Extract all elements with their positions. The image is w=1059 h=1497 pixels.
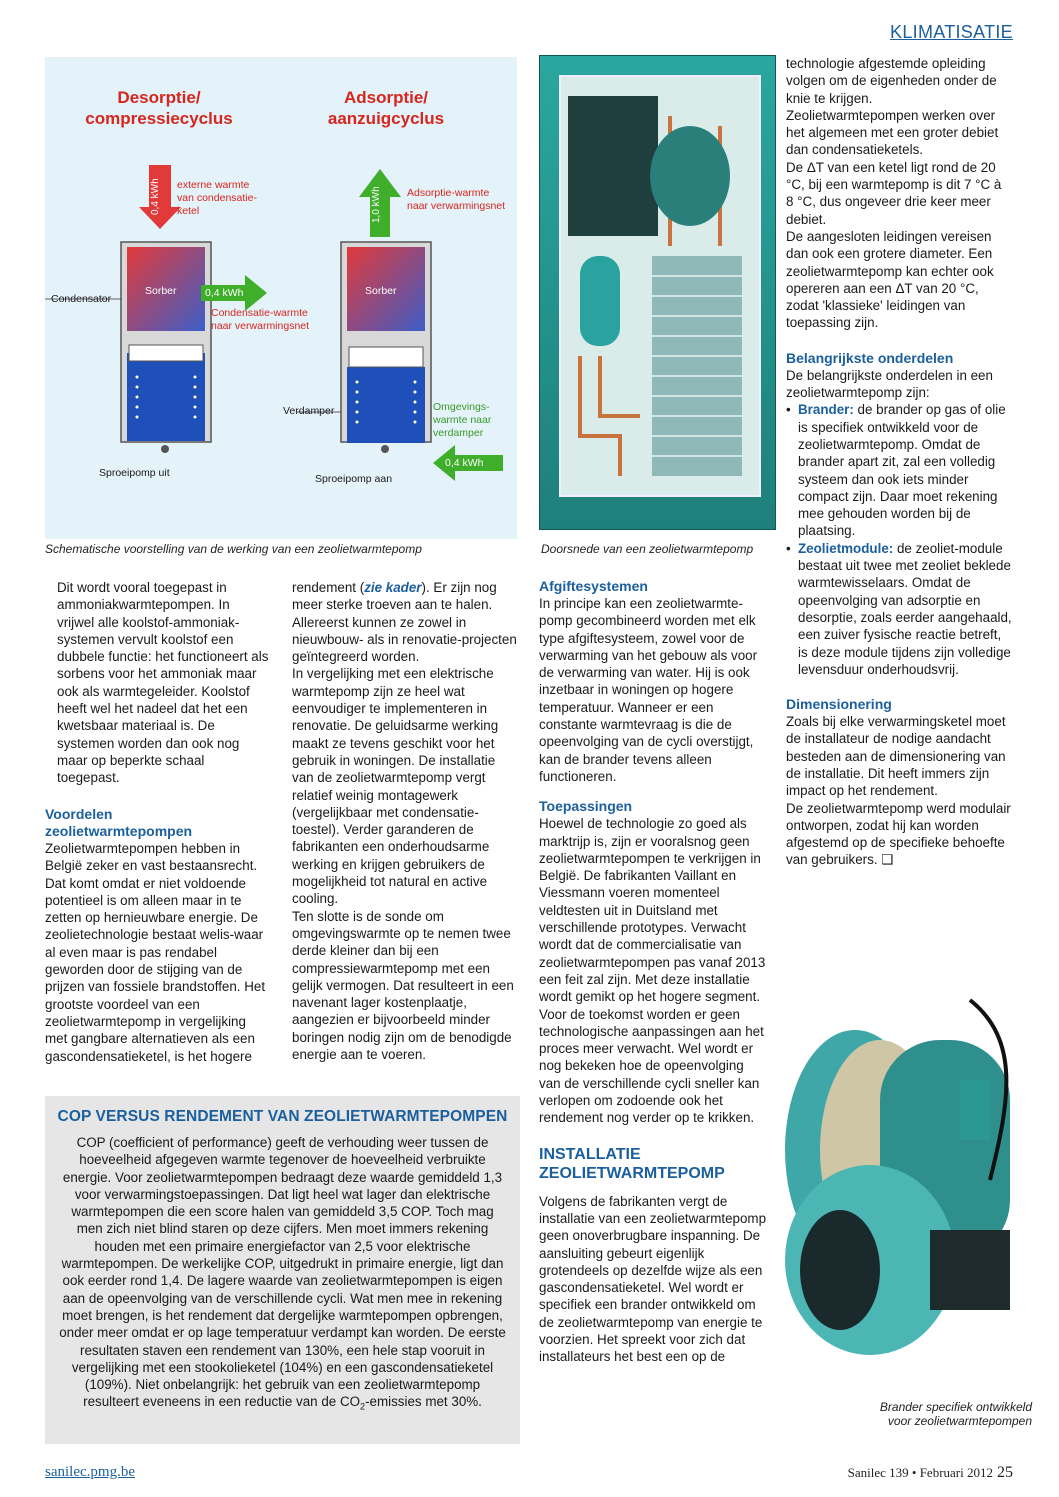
heatpump-cutaway-photo	[539, 55, 776, 530]
right-input-value: 0,4 kWh	[445, 457, 484, 469]
column-3	[539, 578, 767, 1366]
col3-heading-installatie-2: ZEOLIETWARMTEPOMP	[539, 1164, 725, 1182]
column-1-advantages	[45, 806, 269, 1065]
col1-heading-line-1: Voordelen	[45, 806, 113, 822]
cycle-diagram	[45, 57, 517, 539]
bullet-brander-label: Brander:	[798, 402, 854, 418]
left-evaporator	[127, 353, 205, 441]
bullet-zeolietmodule-text: de zeoliet-module bestaat uit twee met zeoliet beklede warmtewisselaars. Omdat de opeenvolging van adsorptie en desorptie, zoals eerder aangehaald, een zuiver fysische reactie betreft, is deze module tijdens zijn volledige levensduur onderhoudsvrij.	[798, 540, 1012, 677]
left-pump-label: Sproeipomp uit	[99, 467, 170, 479]
col2-p1-before: rendement (	[292, 580, 365, 595]
co2-symbol: CO	[339, 1394, 361, 1410]
left-input-label: externe warmte van condensatie-ketel	[177, 179, 257, 217]
burner-illustration	[760, 980, 1040, 1390]
bullet-zeolietmodule	[786, 540, 1012, 678]
right-sorber-label: Sorber	[365, 285, 397, 297]
col4-p1: technologie afgestemde opleiding volgen om de eigenheden onder de knie te krijgen.	[786, 56, 997, 106]
col1-heading-line-2: zeolietwarmtepompen	[45, 823, 193, 839]
right-input-label: Omgevings-warmte naar verdamper	[433, 401, 492, 439]
col2-p1-after: ). Er zijn nog meer sterke troeven aan te halen. Allereerst kunnen ze zowel in nieuwbouw- als in renovatie-projecten geïntegreerd worden.	[292, 580, 517, 665]
bullet-brander	[786, 401, 1012, 539]
page-number: 25	[997, 1464, 1013, 1481]
left-cycle-title	[85, 87, 233, 129]
condensator-label: Condensator	[51, 293, 112, 305]
col4-p3: De ΔT van een ketel ligt rond de 20 °C, bij een warmtepomp is dit 7 °C à 8 °C, dus ongeveer drie keer meer debiet.	[786, 159, 1002, 227]
left-title-line-1: Desorptie/	[117, 88, 201, 107]
col4-p4: De aangesloten leidingen vereisen dan ook een grotere diameter. Een zeolietwarmtepomp kan echter ook opereren aan een ΔT van 20 °C, zodat 'klassieke' leidingen van toepassing zijn.	[786, 228, 994, 331]
right-output-label: Adsorptie-warmte naar verwarmingsnet	[407, 187, 506, 212]
col4-bullets	[786, 401, 1012, 678]
col2-p1	[292, 579, 517, 665]
bullet-zeolietmodule-label: Zeolietmodule:	[798, 540, 894, 556]
col2-p2: In vergelijking met een elektrische warmtepomp zijn ze heel wat eenvoudiger te implementeren in renovatie. De geluidsarme werking maakt ze tevens geschikt voor het gebruik in woningen. De installatie van de zeolietwarmtepomp vergt relatief weinig montagewerk (vergelijkbaar met condensatie-toestel). Verder garanderen de fabrikanten een onderhoudsarme werking en krijgen gebruikers de mogelijkheid tot natural en active cooling.	[292, 666, 499, 907]
column-4	[786, 55, 1012, 869]
right-title-line-2: aanzuigcyclus	[327, 109, 445, 128]
cop-box-title: COP VERSUS RENDEMENT VAN ZEOLIETWARMTEPOMPEN	[57, 1108, 508, 1125]
column-2	[292, 579, 517, 1063]
heatpump-illustration	[540, 56, 776, 530]
right-title-line-1: Adsorptie/	[343, 88, 429, 107]
column-1	[57, 579, 269, 787]
col4-p5: De belangrijkste onderdelen in een zeolietwarmtepomp zijn:	[786, 367, 993, 401]
col3-p3: Volgens de fabrikanten vergt de installatie van een zeolietwarmtepomp geen onoverbrugbare inspanning. De aansluiting gebeurt eigenlijk grotendeels op dezelfde wijze als een gascondensatieketel. Wel wordt er specifiek een brander ontwikkeld om de zeolietwarmtepomp van energie te voorzien. Het spreekt voor zich dat installateurs het best een op de	[539, 1193, 767, 1365]
col4-p7: De zeolietwarmtepomp werd modulair ontworpen, zodat hij kan worden afgestemd op de specifieke behoefte van gebruikers. ❑	[786, 800, 1011, 868]
bullet-brander-text: de brander op gas of olie is specifiek ontwikkeld voor de zeolietwarmtepomp. Omdat de brander apart zit, zal een volledig systeem dan ook iets minder compact zijn. Daar moet rekening mee gehouden worden bij de plaatsing.	[798, 402, 1006, 539]
zie-kader-link[interactable]: zie kader	[364, 580, 422, 595]
left-input-value: 0,4 kWh	[150, 178, 161, 216]
col3-heading-toepassingen: Toepassingen	[539, 798, 633, 815]
footer-issue	[848, 1464, 1013, 1482]
cop-sidebar-box	[45, 1096, 520, 1444]
co2-subscript: 2	[360, 1402, 366, 1413]
photo1-caption: Doorsnede van een zeolietwarmtepomp	[541, 542, 754, 556]
burner-photo	[760, 980, 1040, 1390]
left-title-line-2: compressiecyclus	[85, 109, 233, 128]
right-output-value: 1,0 kWh	[371, 186, 382, 224]
photo2-caption-line-1: Brander specifiek ontwikkeld	[879, 1400, 1032, 1414]
verdamper-label: Verdamper	[283, 405, 335, 417]
footer-issue-text: Sanilec 139 • Februari 2012	[847, 1465, 993, 1480]
col3-p1: In principe kan een zeolietwarmte-pomp gecombineerd worden met elk type afgiftesysteem, zowel voor de verwarming van het gebouw als voor de verwarming van water. Hij is ook inzetbaar in woningen op hogere temperatuur. Wanneer er een constante warmtevraag is die de opeenvolging van de cycli overstijgt, kan de brander tevens alleen functioneren.	[539, 596, 758, 784]
col3-p2: Hoewel de technologie zo goed als marktrijp is, zijn er vooralsnog geen zeolietwarmtepompen te verkrijgen in België. De fabrikanten Vaillant en Viessmann voeren momenteel veldtesten uit in Duitsland met verschillende prototypes. Verwacht wordt dat de commercialisatie van zeolietwarmtepompen pas vanaf 2013 een feit zal zijn. Met deze installatie wordt gemikt op het hogere segment. Voor de toekomst worden er geen technologische aanpassingen aan het proces meer verwacht. Wel wordt er nog bekeken hoe de opeenvolging van de verschillende cycli sneller kan verlopen om zodoende ook het rendement nog verder op te krikken.	[539, 816, 766, 1126]
photo2-caption	[862, 1400, 1032, 1428]
col3-heading-afgifte: Afgiftesystemen	[539, 578, 648, 594]
photo2-caption-line-2: voor zeolietwarmtepompen	[887, 1414, 1032, 1428]
right-evaporator	[347, 367, 425, 443]
cop-box-text: COP (coefficient of performance) geeft de verhouding weer tussen de hoeveelheid afgegeven warmte tegenover de hoeveelheid verbruikte energie. Voor zeolietwarmtepompen bedraagt deze waarde gemiddeld 1,3 voor verwarmingstoepassingen. Dat ligt heel wat lager dan elektrische warmtepompen die een score halen van gemiddeld 3,5 COP. Toch mag men zich niet blind staren op deze cijfers. Men moet immers rekening houden met een primaire energiefactor van 2,5 voor elektrische warmtepompen. De werkelijke COP, uitgedrukt in primaire energie, ligt dan ook eerder rond 1,4. De lagere waarde van zeolietwarmtepompen is eigen aan de opeenvolging van de verschillende cycli. Wat men mee in rekening moet brengen, is het rendement dat dergelijke warmtepompen opbrengen, onder meer omdat er op lage temperatuur verdampt kan worden. De eerste resultaten staven een rendement van 130%, een hele stap vooruit in vergelijking met een stookolieketel (104%) en een gascondensatieketel (109%). Niet onbelangrijk: het gebruik van een zeolietwarmtepomp resulteert eveneens in een reductie van de	[59, 1135, 506, 1410]
left-sorber-label: Sorber	[145, 285, 177, 297]
col1-body: Zeolietwarmtepompen hebben in België zeker en vast bestaansrecht. Dat komt omdat er niet voldoende potentieel is om alleen maar in te zetten op hernieuwbare energie. De zeolietechnologie bestaat welis-waar al even maar is pas rendabel geworden door de stijging van de prijzen van fossiele brandstoffen. Het grootste voordeel van een zeolietwarmtepomp in vergelijking met gangbare alternatieven als een gascondensatieketel, is het hogere	[45, 841, 266, 1064]
section-tag: KLIMATISATIE	[890, 22, 1013, 42]
co2-text: -emissies met 30%.	[365, 1394, 482, 1410]
bullet-dot: •	[786, 402, 791, 418]
right-pump-label: Sproeipomp aan	[315, 473, 393, 485]
left-output-label: Condensatie-warmte naar verwarmingsnet	[211, 307, 310, 332]
right-cycle-title	[307, 87, 465, 129]
col4-p6: Zoals bij elke verwarmingsketel moet de installateur de nodige aandacht besteden aan de dimensionering van de installatie. Dit heeft immers zijn impact op het rendement.	[786, 714, 1006, 799]
col1-intro: Dit wordt vooral toegepast in ammoniakwarmtepompen. In vrijwel alle koolstof-ammoniak-systemen vervult koolstof een dubbele functie: het functioneert als sorbens voor het ammoniak maar ook als warmtegeleider. Koolstof heeft wel het nadeel dat het een kwetsbaar materiaal is. De systemen worden dan ook nog maar op beperkte schaal toegepast.	[57, 580, 269, 786]
left-output-value: 0,4 kWh	[205, 287, 244, 299]
diagram-caption: Schematische voorstelling van de werking van een zeolietwarmtepomp	[45, 542, 422, 556]
col4-heading-dimensionering: Dimensionering	[786, 696, 892, 713]
bullet-dot: •	[786, 540, 791, 556]
footer-site-link[interactable]: sanilec.pmg.be	[45, 1464, 135, 1480]
cop-box-body	[45, 1126, 520, 1416]
col2-p3: Ten slotte is de sonde om omgevingswarmte op te nemen twee derde kleiner dan bij een compressiewarmtepomp met een gelijk vermogen. Dat resulteert in een navenant lager kostenplaatje, aangezien er bijvoorbeeld minder boringen nodig zijn om de benodigde energie aan te voeren.	[292, 908, 514, 1063]
col4-heading-onderdelen: Belangrijkste onderdelen	[786, 349, 954, 366]
col4-p2: Zeolietwarmtepompen werken over het algemeen met een groter debiet dan condensatieketels.	[786, 107, 999, 158]
col3-heading-installatie-1: INSTALLATIE	[539, 1145, 641, 1163]
